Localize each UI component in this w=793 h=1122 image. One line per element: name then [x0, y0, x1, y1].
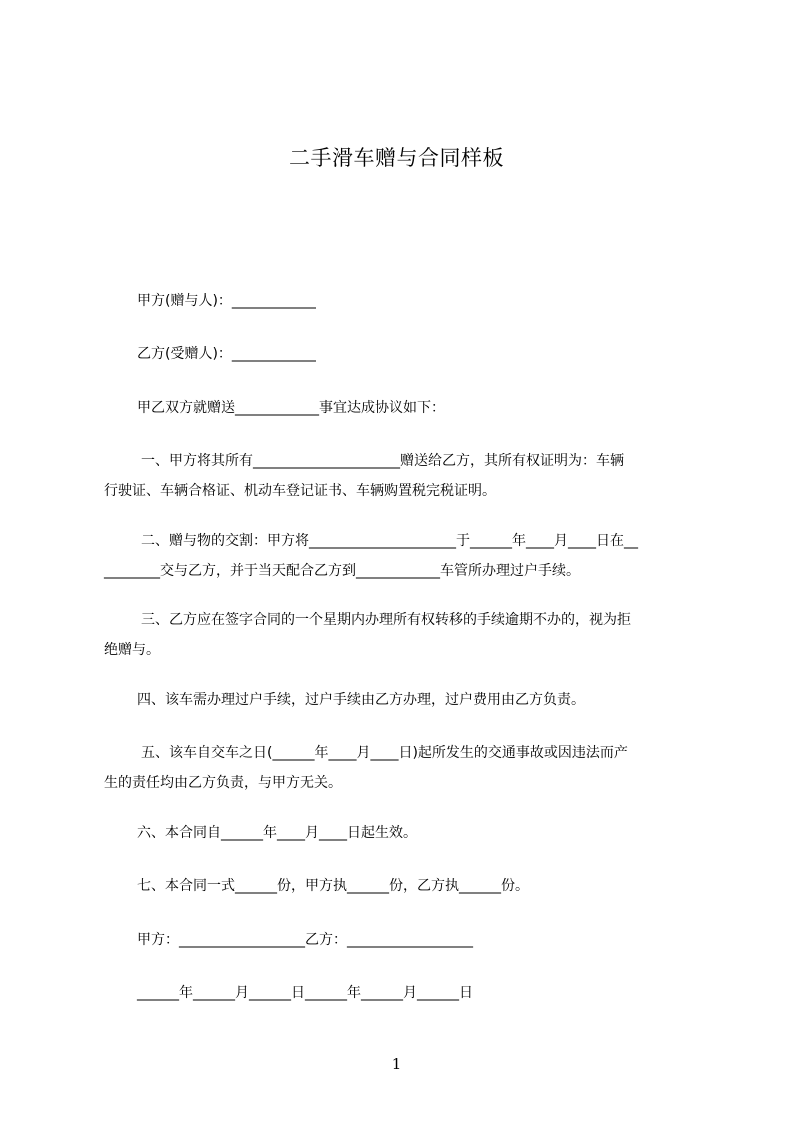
clause-4 — [104, 685, 704, 715]
clause-3-line-2: 绝赠与。 — [104, 642, 160, 658]
clause-7-text: 七、本合同一式______份，甲方执______份，乙方执______份。 — [137, 878, 529, 894]
clause-3-line-1: 三、乙方应在签字合同的一个星期内办理所有权转移的手续逾期不办的，视为拒 — [141, 612, 631, 628]
date-text: ______年______月______日______年______月______日 — [137, 985, 473, 1001]
clause-1 — [104, 446, 704, 506]
clause-3 — [104, 605, 704, 665]
page-number: 1 — [391, 1055, 402, 1073]
party-b-line — [104, 339, 704, 369]
clause-7 — [104, 871, 704, 901]
clause-2 — [104, 526, 704, 586]
clause-5 — [104, 738, 704, 798]
clause-1-line-1: 一、甲方将其所有_____________________赠送给乙方，其所有权证明为：车辆 — [141, 453, 624, 469]
clause-6-text: 六、本合同自______年____月____日起生效。 — [137, 825, 417, 841]
document-title: 二手滑车赠与合同样板 — [289, 146, 504, 170]
clause-2-line-2: ________交与乙方，并于当天配合乙方到____________车管所办理过户手续。 — [104, 563, 580, 579]
date-line — [104, 978, 704, 1008]
party-a-text: 甲方(赠与人)：____________ — [137, 293, 316, 309]
clause-4-text: 四、该车需办理过户手续，过户手续由乙方办理，过户费用由乙方负责。 — [137, 692, 585, 708]
clause-5-line-1: 五、该车自交车之日(______年____月____日)起所发生的交通事故或因违法而产 — [141, 745, 628, 761]
clause-6 — [104, 818, 704, 848]
signature-text: 甲方：__________________乙方：__________________ — [137, 932, 473, 948]
clause-2-line-1: 二、赠与物的交割：甲方将_____________________于______年____月____日在__ — [141, 533, 638, 549]
clause-5-line-2: 生的责任均由乙方负责，与甲方无关。 — [104, 775, 342, 791]
intro-text: 甲乙双方就赠送____________事宜达成协议如下： — [137, 400, 445, 416]
intro-line — [104, 393, 704, 423]
clause-1-line-2: 行驶证、车辆合格证、机动车登记证书、车辆购置税完税证明。 — [104, 483, 496, 499]
party-b-text: 乙方(受赠人)：____________ — [137, 346, 316, 362]
signature-line — [104, 925, 704, 955]
party-a-line — [104, 286, 704, 316]
